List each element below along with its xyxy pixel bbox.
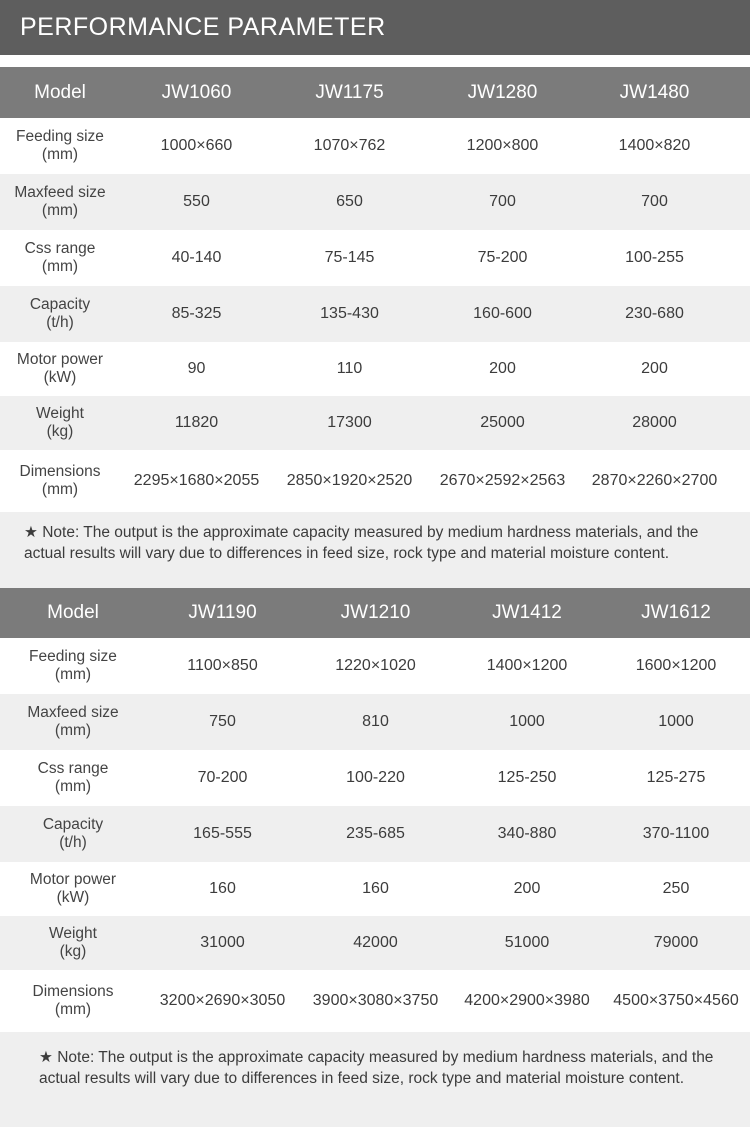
- row-label: [0, 704, 146, 740]
- parameter-table-2: [0, 588, 750, 1127]
- row-label-unit: (kW): [56, 889, 90, 906]
- model-name-cell: JW1412: [492, 602, 562, 623]
- table-cell: 160-600: [473, 305, 532, 322]
- footnote: ★ Note: The output is the approximate capacity measured by medium hardness materials, and the actual results will vary due to differences in feed size, rock type and material moisture content.: [0, 1032, 750, 1127]
- row-label-name: Weight: [49, 925, 97, 942]
- model-name-cell: JW1175: [315, 81, 384, 103]
- table-header-row: [0, 67, 750, 118]
- row-label: [0, 405, 120, 441]
- row-label-unit: (mm): [41, 146, 79, 163]
- row-label-name: Dimensions: [32, 983, 114, 1000]
- row-label: [0, 296, 120, 332]
- table-cell: 25000: [480, 414, 525, 431]
- table-row: [0, 342, 750, 396]
- row-label-name: Dimensions: [19, 463, 101, 480]
- table-cell: 810: [362, 713, 389, 730]
- table-cell: 51000: [504, 934, 550, 951]
- row-label: [0, 128, 120, 164]
- row-label-unit: (kg): [59, 943, 87, 960]
- row-label-unit: (t/h): [59, 834, 87, 851]
- table-row: [0, 174, 750, 230]
- table-cell: 1000: [509, 713, 545, 730]
- table-cell: 165-555: [193, 825, 252, 842]
- table-cell: 200: [513, 880, 541, 897]
- row-label-unit: (mm): [54, 666, 92, 683]
- model-name-cell: JW1060: [161, 81, 232, 103]
- row-label-unit: (mm): [54, 778, 92, 795]
- table-cell: 370-1100: [642, 825, 710, 842]
- table-cell: 100-255: [625, 249, 684, 266]
- table-cell: 750: [209, 713, 236, 730]
- row-label: [0, 240, 120, 276]
- table-cell: 17300: [327, 414, 372, 431]
- table-cell: 1600×1200: [635, 657, 717, 674]
- row-label-unit: (mm): [54, 722, 92, 739]
- footnote: ★ Note: The output is the approximate capacity measured by medium hardness materials, and the actual results will vary due to differences in feed size, rock type and material moisture content.: [0, 512, 750, 588]
- table-cell: 11820: [174, 414, 219, 431]
- model-name-cell: JW1210: [340, 602, 411, 623]
- row-label: [0, 816, 146, 852]
- table-cell: 650: [336, 193, 363, 210]
- table-cell: 2850×1920×2520: [286, 472, 413, 489]
- table-cell: 700: [489, 193, 516, 210]
- table-cell: 2670×2592×2563: [439, 472, 566, 489]
- table-header-row: [0, 588, 750, 638]
- row-label-unit: (mm): [41, 202, 79, 219]
- row-label-name: Weight: [36, 405, 84, 422]
- row-label: [0, 184, 120, 220]
- row-label-name: Capacity: [29, 296, 91, 313]
- table-cell: 2295×1680×2055: [133, 472, 260, 489]
- row-label-name: Maxfeed size: [27, 704, 119, 721]
- table-cell: 200: [489, 360, 516, 377]
- table-row: [0, 970, 750, 1032]
- table-cell: 42000: [353, 934, 398, 951]
- table-cell: 135-430: [320, 305, 379, 322]
- row-label-name: Css range: [24, 240, 96, 257]
- row-label-name: Capacity: [42, 816, 104, 833]
- model-header-cell: Model: [34, 81, 86, 103]
- row-label-unit: (mm): [41, 481, 79, 498]
- model-name-cell: JW1480: [619, 81, 690, 103]
- table-cell: 1400×820: [618, 137, 691, 154]
- table-cell: 75-200: [477, 249, 528, 266]
- table-cell: 110: [336, 360, 363, 377]
- table-cell: 28000: [632, 414, 677, 431]
- row-label-name: Maxfeed size: [14, 184, 106, 201]
- table-cell: 125-275: [646, 769, 706, 786]
- table-row: [0, 750, 750, 806]
- page-title: PERFORMANCE PARAMETER: [20, 13, 386, 41]
- row-label: [0, 648, 146, 684]
- table-cell: 230-680: [625, 305, 684, 322]
- table-cell: 1200×800: [466, 137, 539, 154]
- table-row: [0, 286, 750, 342]
- table-cell: 235-685: [346, 825, 405, 842]
- row-label: [0, 760, 146, 796]
- table-row: [0, 638, 750, 694]
- table-cell: 700: [641, 193, 668, 210]
- table-cell: 1100×850: [187, 657, 258, 674]
- table-cell: 250: [662, 880, 690, 897]
- table-cell: 31000: [200, 934, 245, 951]
- row-label-unit: (kW): [43, 369, 77, 386]
- table-row: [0, 396, 750, 450]
- row-label: [0, 871, 146, 907]
- row-label: [0, 463, 120, 499]
- table-row: [0, 694, 750, 750]
- table-cell: 4500×3750×4560: [613, 992, 739, 1009]
- table-cell: 2870×2260×2700: [591, 472, 718, 489]
- table-cell: 550: [183, 193, 210, 210]
- table-cell: 160: [209, 880, 236, 897]
- model-name-cell: JW1612: [641, 602, 711, 623]
- table-row: [0, 118, 750, 174]
- table-cell: 1400×1200: [486, 657, 568, 674]
- table-cell: 1000×660: [160, 137, 233, 154]
- table-row: [0, 806, 750, 862]
- table-cell: 1000: [658, 713, 694, 730]
- model-header-cell: Model: [47, 602, 99, 623]
- row-label-name: Motor power: [16, 351, 104, 368]
- table-cell: 75-145: [324, 249, 375, 266]
- row-label-unit: (mm): [54, 1001, 92, 1018]
- table-cell: 1070×762: [313, 137, 386, 154]
- table-row: [0, 916, 750, 970]
- row-label-name: Feeding size: [29, 648, 117, 665]
- table-cell: 70-200: [197, 769, 248, 786]
- table-cell: 3200×2690×3050: [159, 992, 286, 1009]
- table-cell: 340-880: [497, 825, 557, 842]
- table-cell: 90: [187, 360, 206, 377]
- table-cell: 79000: [653, 934, 699, 951]
- row-label-unit: (t/h): [46, 314, 74, 331]
- model-name-cell: JW1280: [467, 81, 538, 103]
- table-cell: 200: [641, 360, 668, 377]
- row-label: [0, 983, 146, 1019]
- table-row: [0, 450, 750, 512]
- row-label: [0, 925, 146, 961]
- table-cell: 4200×2900×3980: [464, 992, 590, 1009]
- row-label: [0, 351, 120, 387]
- row-label-unit: (kg): [46, 423, 74, 440]
- row-label-unit: (mm): [41, 258, 79, 275]
- row-label-name: Motor power: [29, 871, 117, 888]
- row-label-name: Feeding size: [16, 128, 104, 145]
- row-label-name: Css range: [37, 760, 109, 777]
- table-cell: 100-220: [346, 769, 405, 786]
- table-cell: 125-250: [497, 769, 557, 786]
- table-row: [0, 862, 750, 916]
- table-row: [0, 230, 750, 286]
- table-cell: 85-325: [171, 305, 222, 322]
- table-cell: 1220×1020: [335, 657, 416, 674]
- table-cell: 160: [362, 880, 389, 897]
- page-header: [0, 0, 750, 55]
- model-name-cell: JW1190: [188, 602, 257, 623]
- table-cell: 40-140: [171, 249, 222, 266]
- parameter-table-1: [0, 67, 750, 588]
- table-cell: 3900×3080×3750: [312, 992, 439, 1009]
